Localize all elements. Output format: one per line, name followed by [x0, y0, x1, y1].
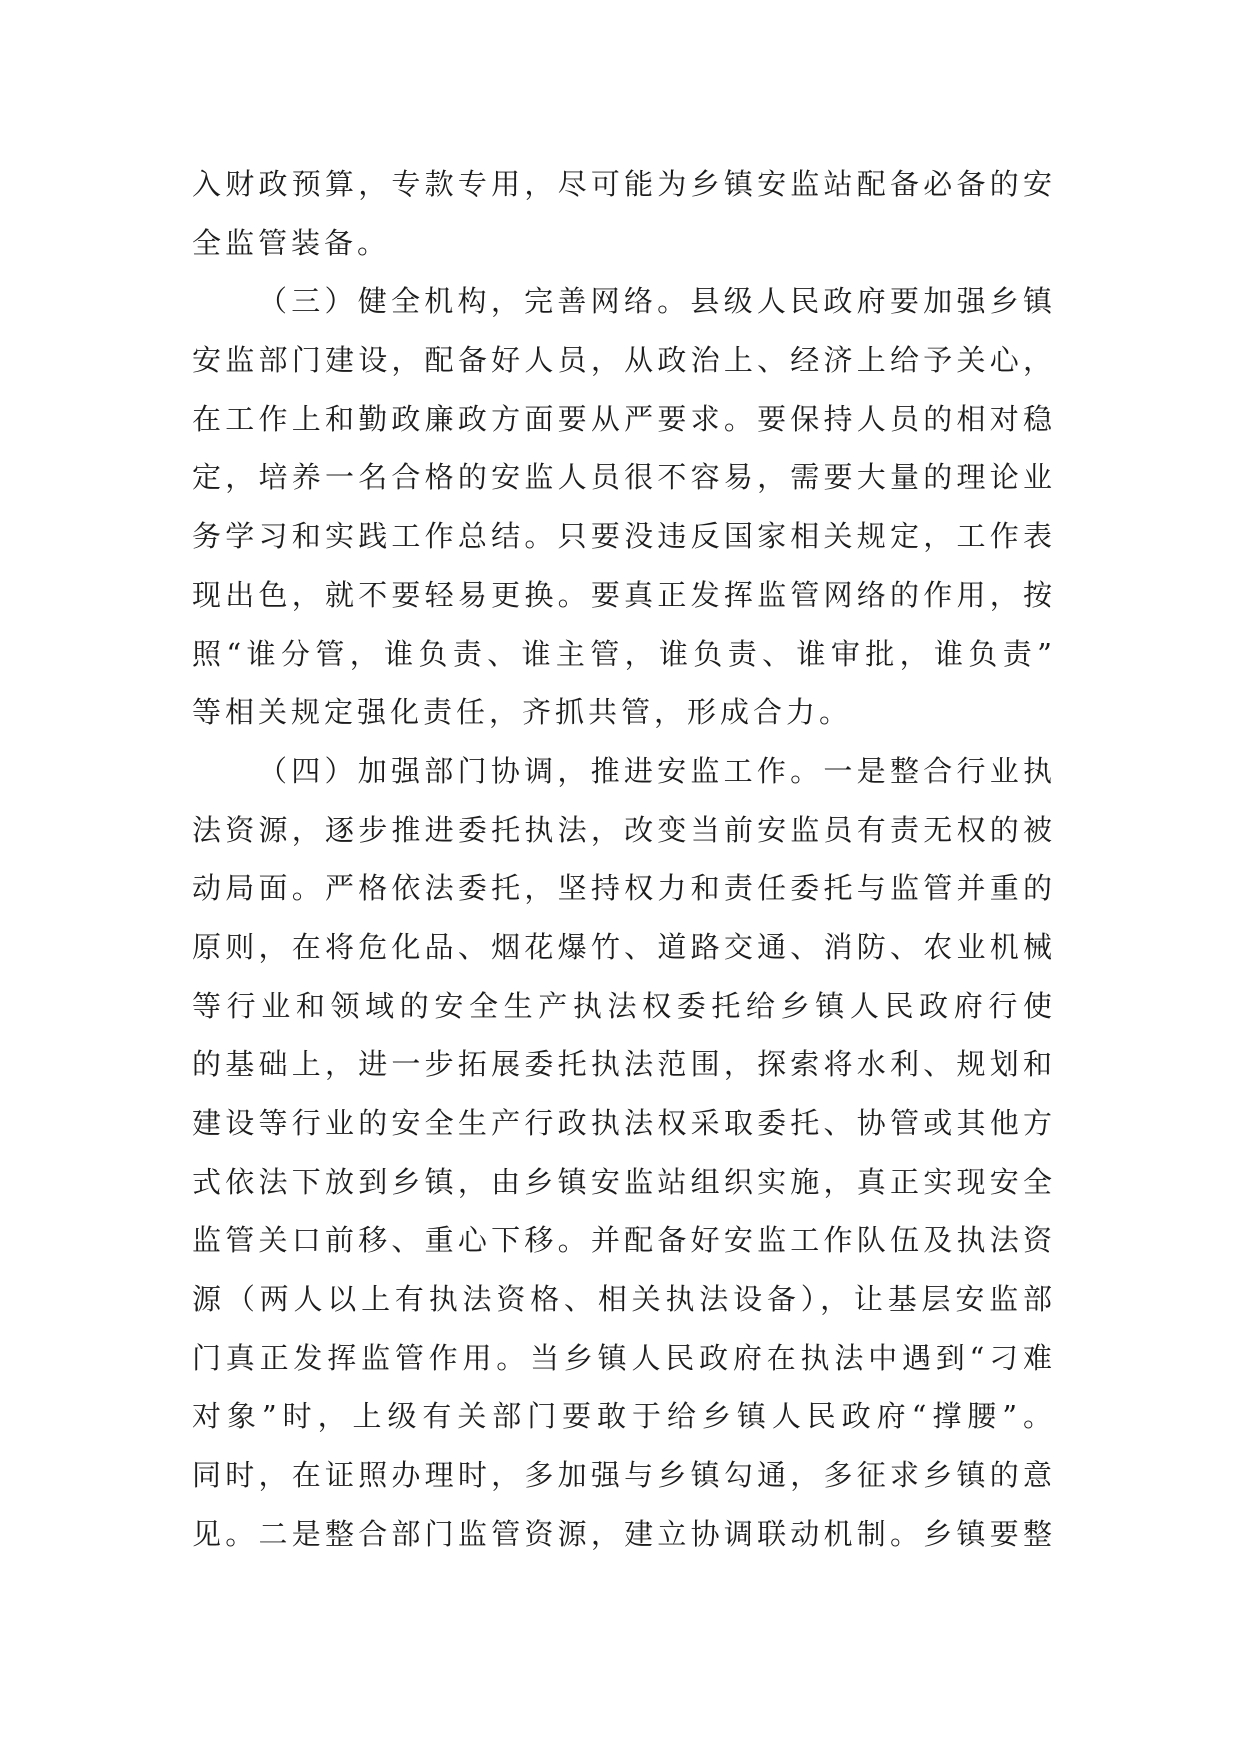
text-line: 见。二是整合部门监管资源，建立协调联动机制。乡镇要整 [192, 1516, 1052, 1551]
text-line: 监管关口前移、重心下移。并配备好安监工作队伍及执法资 [192, 1223, 1052, 1258]
text-line: 定，培养一名合格的安监人员很不容易，需要大量的理论业 [192, 460, 1052, 495]
paragraph-funding [192, 155, 1052, 272]
text-line: 安监部门建设，配备好人员，从政治上、经济上给予关心， [192, 343, 1052, 378]
text-line: 在工作上和勤政廉政方面要从严要求。要保持人员的相对稳 [192, 401, 1052, 436]
text-line: 的基础上，进一步拓展委托执法范围，探索将水利、规划和 [192, 1047, 1052, 1082]
text-line: 同时，在证照办理时，多加强与乡镇勾通，多征求乡镇的意 [192, 1458, 1052, 1493]
text-line: 等行业和领域的安全生产执法权委托给乡镇人民政府行使 [192, 988, 1052, 1023]
text-line: 门真正发挥监管作用。当乡镇人民政府在执法中遇到“刁难 [192, 1340, 1052, 1375]
text-line: 照“谁分管，谁负责、谁主管，谁负责、谁审批，谁负责” [192, 636, 1052, 671]
text-line: 建设等行业的安全生产行政执法权采取委托、协管或其他方 [192, 1106, 1052, 1140]
paragraph-section-four [192, 742, 1052, 1564]
text-line: 源（两人以上有执法资格、相关执法设备），让基层安监部 [192, 1282, 1052, 1317]
text-line: 对象”时，上级有关部门要敢于给乡镇人民政府“撑腰”。 [192, 1399, 1052, 1434]
text-line: 原则，在将危化品、烟花爆竹、道路交通、消防、农业机械 [192, 929, 1052, 964]
text-line: 等相关规定强化责任，齐抓共管，形成合力。 [192, 695, 853, 730]
text-line: 法资源，逐步推进委托执法，改变当前安监员有责无权的被 [192, 812, 1052, 847]
text-line: 式依法下放到乡镇，由乡镇安监站组织实施，真正实现安全 [192, 1164, 1052, 1199]
text-line: （四）加强部门协调，推进安监工作。一是整合行业执 [258, 753, 1052, 788]
text-line: （三）健全机构，完善网络。县级人民政府要加强乡镇 [258, 284, 1052, 319]
text-line: 务学习和实践工作总结。只要没违反国家相关规定，工作表 [192, 519, 1052, 554]
text-line: 现出色，就不要轻易更换。要真正发挥监管网络的作用，按 [192, 577, 1052, 612]
text-line: 入财政预算，专款专用，尽可能为乡镇安监站配备必备的安 [192, 167, 1052, 201]
text-line: 动局面。严格依法委托，坚持权力和责任委托与监管并重的 [192, 871, 1052, 906]
text-line: 全监管装备。 [192, 225, 391, 260]
document-body [192, 155, 1052, 1564]
paragraph-section-three [192, 272, 1052, 742]
